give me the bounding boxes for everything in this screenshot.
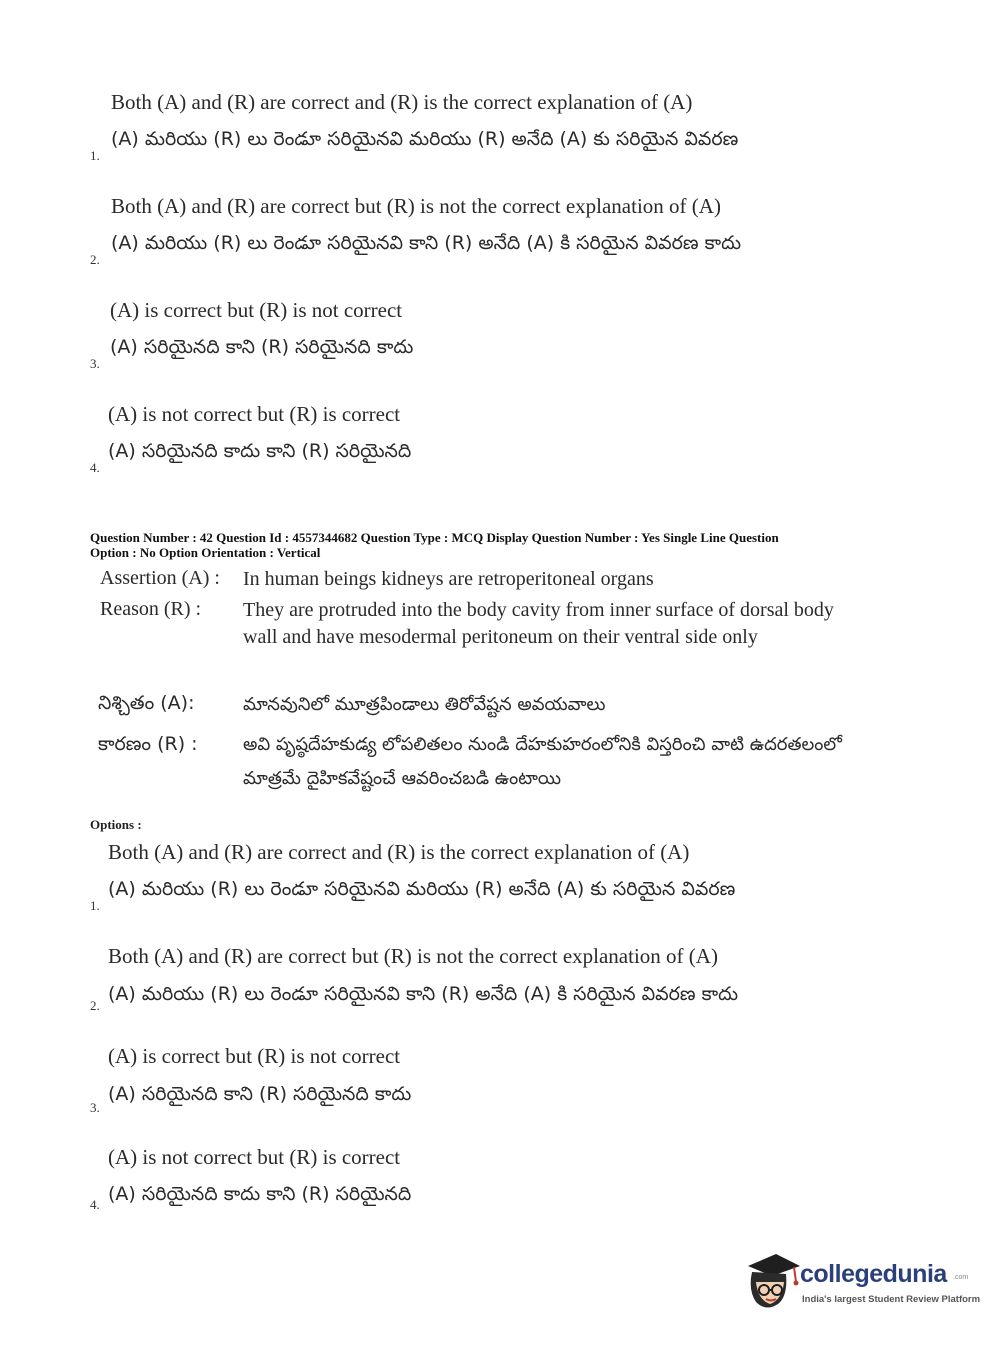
- prev-option-2-en: Both (A) and (R) are correct but (R) is not the correct explanation of (A): [111, 194, 721, 218]
- option-3-en: (A) is correct but (R) is not correct: [108, 1044, 401, 1068]
- logo-tagline: India's largest Student Review Platform: [802, 1294, 981, 1305]
- option-4-en: (A) is not correct but (R) is correct: [108, 1145, 401, 1169]
- assertion-label-te: నిశ్చితం (A):: [98, 692, 195, 714]
- prev-option-2-te: (A) మరియు (R) లు రెండూ సరియైనవి కాని (R) అనేది (A) కి సరియైన వివరణ కాదు: [111, 232, 742, 254]
- option-4-number: 4.: [90, 1197, 100, 1212]
- prev-option-4-number: 4.: [90, 460, 100, 475]
- assertion-text-te: మానవునిలో మూత్రపిండాలు తిరోవేష్టన అవయవాలు: [243, 694, 606, 715]
- reason-text: They are protruded into the body cavity from inner surface of dorsal body wall and have mesodermal peritoneum on their ventral side only: [243, 599, 834, 648]
- options-title: Options :: [90, 817, 142, 832]
- question-meta-line2: Option : No Option Orientation : Vertical: [90, 545, 321, 560]
- assertion-text: In human beings kidneys are retroperitoneal organs: [243, 568, 654, 590]
- option-2-number: 2.: [90, 998, 100, 1013]
- option-3-number: 3.: [90, 1100, 100, 1115]
- option-1-number: 1.: [90, 898, 100, 913]
- prev-option-1-en: Both (A) and (R) are correct and (R) is the correct explanation of (A): [111, 90, 693, 114]
- option-3-te: (A) సరియైనది కాని (R) సరియైనది కాదు: [108, 1083, 412, 1105]
- prev-option-3-te: (A) సరియైనది కాని (R) సరియైనది కాదు: [110, 336, 414, 358]
- reason-label-te: కారణం (R) :: [98, 733, 198, 755]
- student-mascot-icon: [742, 1252, 800, 1314]
- question-meta: [90, 530, 910, 560]
- prev-option-3-number: 3.: [90, 356, 100, 371]
- prev-option-1-number: 1.: [90, 148, 100, 163]
- reason-label: Reason (R) :: [100, 598, 202, 620]
- prev-option-4-en: (A) is not correct but (R) is correct: [108, 402, 401, 426]
- option-1-te: (A) మరియు (R) లు రెండూ సరియైనవి మరియు (R) అనేది (A) కు సరియైన వివరణ: [108, 878, 736, 900]
- assertion-label: Assertion (A) :: [100, 567, 220, 589]
- prev-option-3-en: (A) is correct but (R) is not correct: [110, 298, 403, 322]
- option-4-te: (A) సరియైనది కాదు కాని (R) సరియైనది: [108, 1183, 412, 1205]
- option-2-te: (A) మరియు (R) లు రెండూ సరియైనవి కాని (R) అనేది (A) కి సరియైన వివరణ కాదు: [108, 983, 739, 1005]
- logo-com: .com: [953, 1274, 969, 1281]
- prev-option-1-te: (A) మరియు (R) లు రెండూ సరియైనవి మరియు (R) అనేది (A) కు సరియైన వివరణ: [111, 128, 739, 150]
- question-meta-line1: Question Number : 42 Question Id : 4557344682 Question Type : MCQ Display Question Number : Yes Single Line Question: [90, 530, 779, 545]
- prev-option-2-number: 2.: [90, 252, 100, 267]
- prev-option-4-te: (A) సరియైనది కాదు కాని (R) సరియైనది: [108, 440, 412, 462]
- collegedunia-logo: [742, 1252, 981, 1316]
- option-1-en: Both (A) and (R) are correct and (R) is the correct explanation of (A): [108, 840, 690, 864]
- reason-text-te: అవి పృష్ఠదేహకుడ్య లోపలితలం నుండి దేహకుహరంలోనికి విస్తరించి వాటి ఉదరతలంలో మాత్రమే దైహికవేష్టంచే ఆవరించబడి ఉంటాయి: [243, 734, 842, 789]
- option-2-en: Both (A) and (R) are correct but (R) is not the correct explanation of (A): [108, 944, 718, 968]
- logo-wordmark: collegedunia: [800, 1260, 947, 1288]
